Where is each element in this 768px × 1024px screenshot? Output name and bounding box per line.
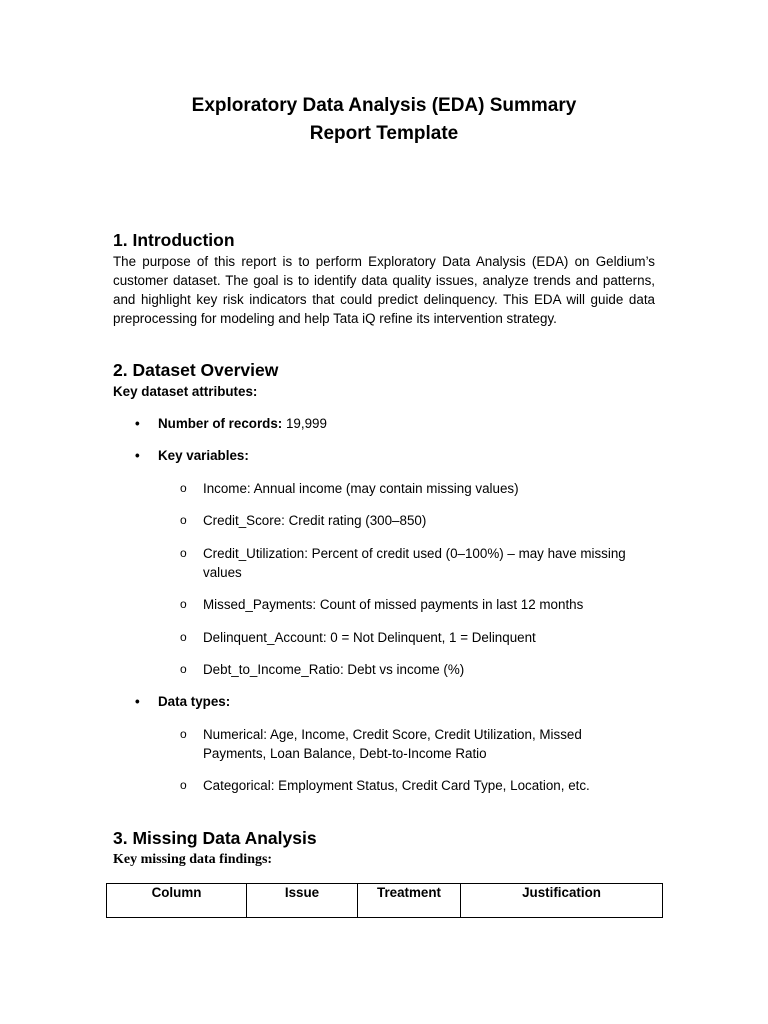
data-type-description: Numerical: Age, Income, Credit Score, Credit Utilization, Missed Payments, Loan Balance, Debt-to-Income Ratio: [203, 727, 582, 761]
variable-description: Income: Annual income (may contain missing values): [203, 481, 519, 496]
section-heading-missing-data: 3. Missing Data Analysis: [113, 828, 317, 848]
circle-bullet-icon: o: [180, 662, 187, 676]
circle-bullet-icon: o: [180, 513, 187, 527]
variable-description: Credit_Utilization: Percent of credit used (0–100%) – may have missing values: [203, 546, 626, 580]
introduction-paragraph: The purpose of this report is to perform Exploratory Data Analysis (EDA) on Geldium’s customer dataset. The goal is to identify data quality issues, analyze trends and patterns, and highlight key risk indicators that could predict delinquency. This EDA will guide data preprocessing for modeling and help Tata iQ refine its intervention strategy.: [113, 254, 655, 326]
column-header-justification: Justification: [461, 884, 663, 918]
document-title: [0, 92, 768, 148]
records-label: Number of records:: [158, 416, 283, 431]
variable-description: Missed_Payments: Count of missed payments in last 12 months: [203, 597, 584, 612]
records-value: 19,999: [282, 416, 327, 431]
document-title-line-2: Report Template: [309, 123, 459, 144]
section-heading-dataset-overview: 2. Dataset Overview: [113, 360, 279, 380]
circle-bullet-icon: o: [180, 481, 187, 495]
data-type-description: Categorical: Employment Status, Credit Card Type, Location, etc.: [203, 778, 590, 793]
missing-data-table: [106, 883, 663, 918]
bullet-icon: •: [135, 448, 140, 463]
column-header-column: Column: [107, 884, 247, 918]
circle-bullet-icon: o: [180, 727, 187, 741]
bullet-icon: •: [135, 694, 140, 709]
document-title-line-1: Exploratory Data Analysis (EDA) Summary: [191, 95, 577, 116]
circle-bullet-icon: o: [180, 778, 187, 792]
variable-description: Credit_Score: Credit rating (300–850): [203, 513, 427, 528]
dataset-attributes-subheading: Key dataset attributes:: [113, 384, 258, 399]
bullet-icon: •: [135, 416, 140, 431]
column-header-issue: Issue: [247, 884, 358, 918]
circle-bullet-icon: o: [180, 546, 187, 560]
missing-data-subheading: Key missing data findings:: [113, 852, 273, 867]
key-variables-label: Key variables:: [158, 448, 249, 463]
column-header-treatment: Treatment: [358, 884, 461, 918]
circle-bullet-icon: o: [180, 630, 187, 644]
section-heading-introduction: 1. Introduction: [113, 230, 235, 250]
data-types-label: Data types:: [158, 694, 231, 709]
variable-description: Debt_to_Income_Ratio: Debt vs income (%): [203, 662, 465, 677]
variable-description: Delinquent_Account: 0 = Not Delinquent, 1 = Delinquent: [203, 630, 536, 645]
table-header-row: [107, 884, 663, 918]
circle-bullet-icon: o: [180, 597, 187, 611]
